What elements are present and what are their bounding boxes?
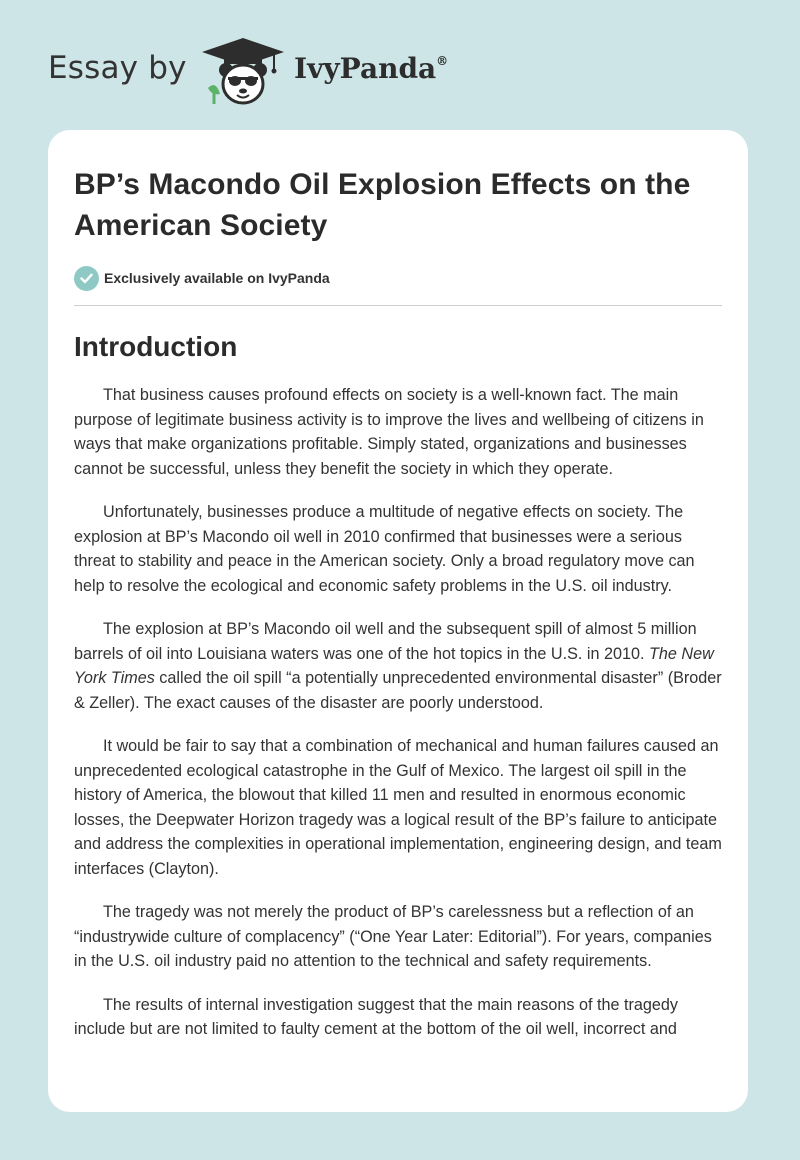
- paragraphs: [74, 383, 722, 1042]
- paragraph: Unfortunately, businesses produce a multitude of negative effects on society. The explosion at BP’s Macondo oil well in 2010 confirmed that businesses were a serious threat to stability and peace in the American society. Only a broad regulatory move can help to resolve the ecological and economic safety problems in the U.S. oil industry.: [74, 503, 695, 595]
- paragraph: It would be fair to say that a combination of mechanical and human failures caused an unprecedented ecological catastrophe in the Gulf of Mexico. The largest oil spill in the history of America, the blowout that killed 11 men and resulted in enormous economic losses, the Deepwater Horizon tragedy was a logical result of the BP’s failure to anticipate and address the complexities in operational implementation, engineering design, and team interfaces (Clayton).: [74, 737, 722, 878]
- essay-card: [48, 130, 748, 1112]
- exclusive-badge: [74, 265, 722, 291]
- section-heading: Introduction: [74, 331, 238, 362]
- paragraph: That business causes profound effects on society is a well-known fact. The main purpose of legitimate business activity is to improve the lives and wellbeing of citizens in ways that make organizations profitable. Simply stated, organizations and businesses cannot be successful, unless they benefit the society in which they operate.: [74, 386, 704, 478]
- brand-prefix: Essay by: [48, 50, 187, 86]
- panda-logo-icon[interactable]: [198, 36, 288, 108]
- publication-title: The New York Times: [74, 644, 714, 687]
- paragraph: The tragedy was not merely the product of BP’s carelessness but a reflection of an “industrywide culture of complacency” (“One Year Later: Editorial”). For years, companies in the U.S. oil industry paid no attention to the technical and safety requirements.: [74, 903, 712, 970]
- paragraph: [74, 617, 722, 715]
- badge-text: Exclusively available on IvyPanda: [104, 270, 330, 286]
- paragraph-text: called the oil spill “a potentially unprecedented environmental disaster” (Broder & Zeller). The exact causes of the disaster are poorly understood.: [74, 669, 722, 712]
- paragraph-text: The explosion at BP’s Macondo oil well and the subsequent spill of almost 5 million barrels of oil into Louisiana waters was one of the hot topics in the U.S. in 2010.: [74, 620, 697, 663]
- site-header: [48, 36, 508, 108]
- paragraph: The results of internal investigation suggest that the main reasons of the tragedy include but are not limited to faulty cement at the bottom of the oil well, incorrect and: [74, 995, 678, 1038]
- page-title: BP’s Macondo Oil Explosion Effects on the American Society: [74, 168, 691, 242]
- divider: [74, 305, 722, 306]
- check-icon: [74, 266, 99, 291]
- registered-mark: ®: [436, 54, 449, 68]
- brand-name[interactable]: IvyPanda®: [294, 52, 449, 85]
- essay-content: [74, 130, 722, 1042]
